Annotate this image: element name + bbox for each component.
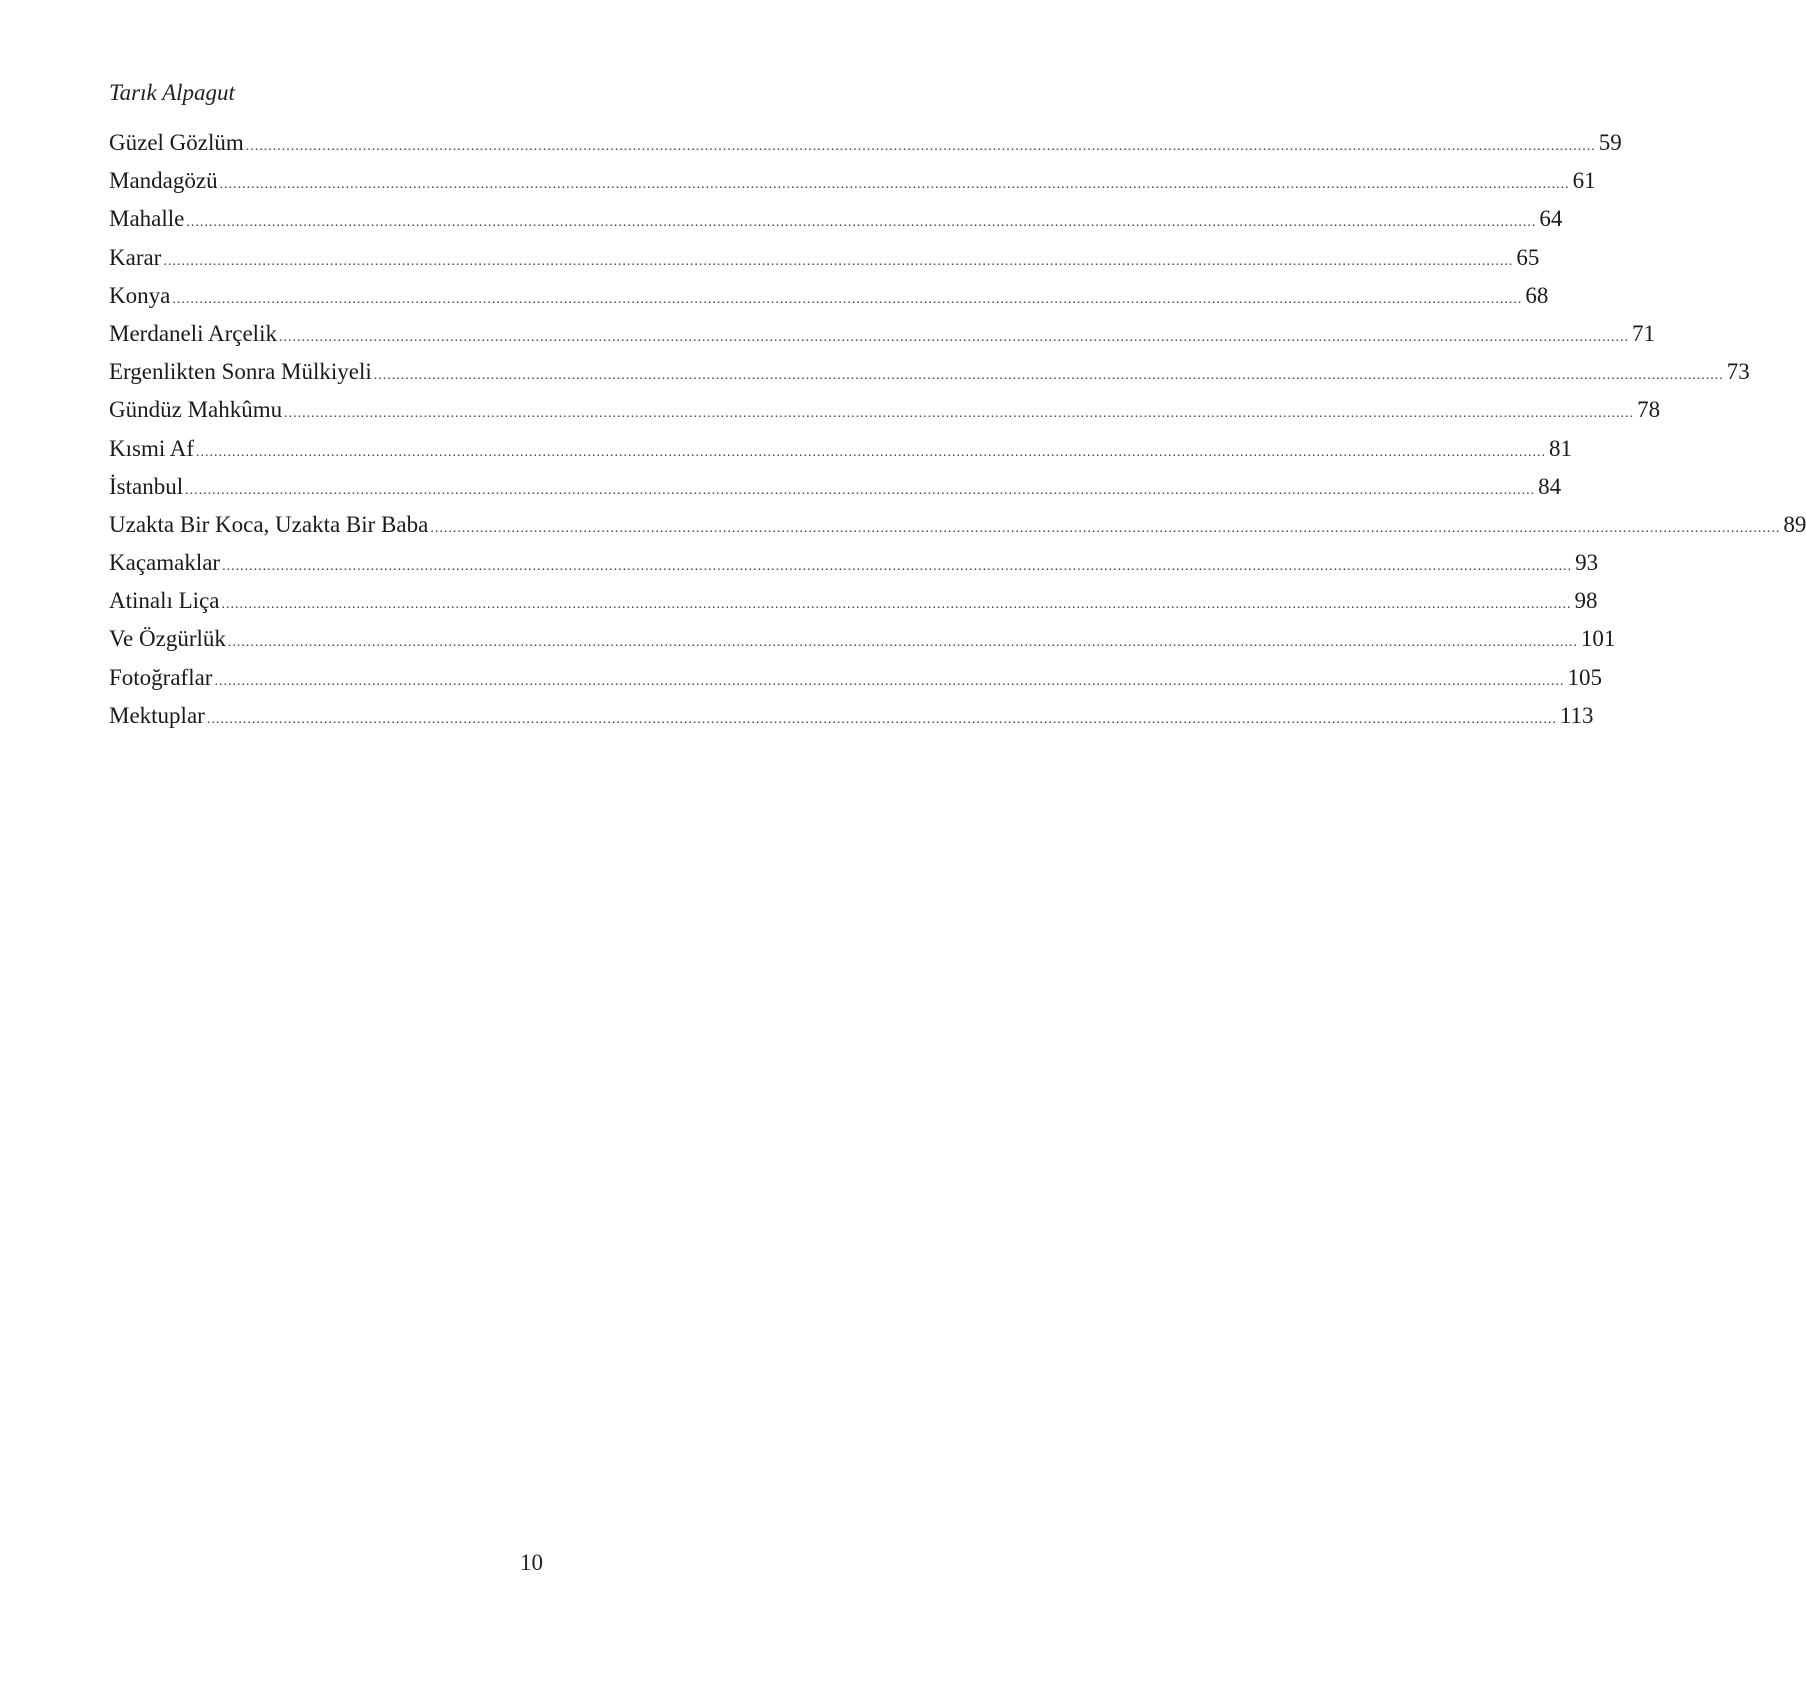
- toc-entry-title: Uzakta Bir Koca, Uzakta Bir Baba: [109, 511, 429, 537]
- toc-entry-page: 64: [1539, 206, 1563, 232]
- toc-dot-leader: ............................................................................................................................................................................................................................................................................................................: [221, 597, 1572, 613]
- toc-entry: [109, 659, 1602, 697]
- toc-entry-page: 89: [1783, 511, 1806, 537]
- toc-dot-leader: ............................................................................................................................................................................................................................................................................................................: [214, 673, 1565, 689]
- toc-entry: [109, 277, 1549, 315]
- toc-entry-page: 84: [1538, 473, 1562, 499]
- running-head-author: Tarık Alpagut: [109, 80, 235, 105]
- toc-entry-page: 113: [1559, 702, 1594, 728]
- toc-dot-leader: ............................................................................................................................................................................................................................................................................................................: [195, 444, 1546, 460]
- toc-entry-page: 59: [1598, 130, 1622, 155]
- toc-entry: [109, 200, 1563, 238]
- toc-dot-leader: ............................................................................................................................................................................................................................................................................................................: [278, 329, 1629, 345]
- toc-dot-leader: ............................................................................................................................................................................................................................................................................................................: [373, 368, 1724, 384]
- toc-entry: [109, 162, 1596, 200]
- toc-entry: [109, 353, 1750, 391]
- toc-entry: [109, 430, 1572, 468]
- toc-entry-title: İstanbul: [109, 473, 184, 499]
- toc-entry-page: 78: [1637, 397, 1661, 423]
- toc-dot-leader: ............................................................................................................................................................................................................................................................................................................: [245, 139, 1596, 154]
- toc-dot-leader: ............................................................................................................................................................................................................................................................................................................: [172, 291, 1523, 307]
- toc-entry-page: 81: [1548, 435, 1572, 461]
- toc-entry-title: Merdaneli Arçelik: [109, 320, 277, 346]
- toc-entry-title: Mandagözü: [109, 168, 218, 194]
- toc-entry: [109, 697, 1594, 735]
- page-number: 10: [520, 1550, 543, 1575]
- toc-entry: [109, 239, 1540, 277]
- toc-entry-title: Mektuplar: [109, 702, 205, 728]
- toc-entry-title: Ve Özgürlük: [109, 626, 226, 652]
- toc-entry-page: 98: [1574, 588, 1598, 614]
- toc-entry-page: 93: [1575, 550, 1599, 576]
- toc-dot-leader: ............................................................................................................................................................................................................................................................................................................: [219, 177, 1570, 193]
- toc-entry-page: 73: [1726, 359, 1750, 385]
- toc-entry-page: 61: [1572, 168, 1596, 194]
- toc-entry-page: 71: [1631, 320, 1655, 346]
- toc-entry-title: Fotoğraflar: [109, 664, 213, 690]
- toc-dot-leader: ............................................................................................................................................................................................................................................................................................................: [185, 482, 1536, 498]
- toc-dot-leader: ............................................................................................................................................................................................................................................................................................................: [163, 253, 1514, 269]
- toc-entry-title: Atinalı Liça: [109, 588, 220, 614]
- toc-entry-title: Kaçamaklar: [109, 550, 221, 576]
- toc-dot-leader: ............................................................................................................................................................................................................................................................................................................: [206, 711, 1557, 727]
- toc-dot-leader: ............................................................................................................................................................................................................................................................................................................: [430, 520, 1781, 536]
- toc-entry-title: Konya: [109, 282, 171, 308]
- toc-entry-page: 101: [1580, 626, 1616, 652]
- toc-entry-title: Ergenlikten Sonra Mülkiyeli: [109, 359, 372, 385]
- toc-dot-leader: ............................................................................................................................................................................................................................................................................................................: [186, 215, 1537, 231]
- toc-entry: [109, 391, 1661, 429]
- toc-entry: [109, 506, 1806, 544]
- toc-entry-title: Gündüz Mahkûmu: [109, 397, 283, 423]
- toc-entry: [109, 582, 1598, 620]
- toc-entry: [109, 620, 1616, 658]
- toc-entry-page: 68: [1525, 282, 1549, 308]
- toc-entry: [109, 124, 1622, 162]
- toc-entry-page: 65: [1516, 244, 1540, 270]
- toc-dot-leader: ............................................................................................................................................................................................................................................................................................................: [227, 635, 1578, 651]
- toc-entry: [109, 315, 1655, 353]
- toc-entry: [109, 544, 1599, 582]
- toc-entry-title: Karar: [109, 244, 162, 270]
- toc-entry-title: Mahalle: [109, 206, 185, 232]
- toc-dot-leader: ............................................................................................................................................................................................................................................................................................................: [284, 406, 1635, 422]
- table-of-contents: [109, 124, 1806, 735]
- toc-entry: [109, 468, 1562, 506]
- toc-entry-title: Kısmi Af: [109, 435, 194, 461]
- toc-entry-title: Güzel Gözlüm: [109, 130, 244, 155]
- toc-dot-leader: ............................................................................................................................................................................................................................................................................................................: [222, 559, 1573, 575]
- toc-entry-page: 105: [1567, 664, 1602, 690]
